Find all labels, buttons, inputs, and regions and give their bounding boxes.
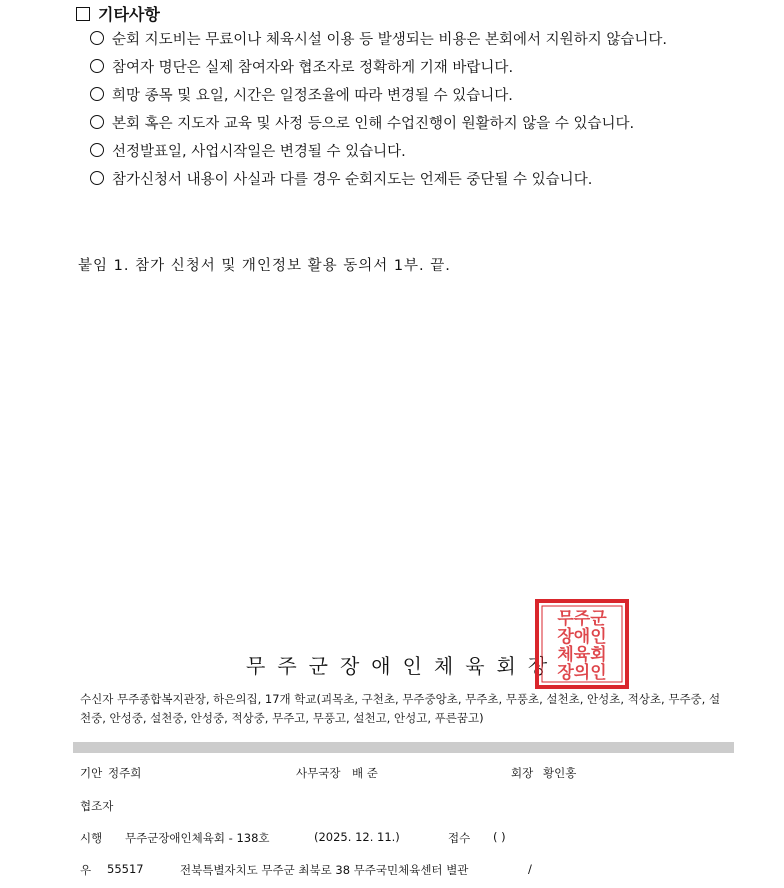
divider-bar xyxy=(73,742,734,753)
note-item: 본회 혹은 지도자 교육 및 사정 등으로 인해 수업진행이 원활하지 않을 수 있습니다. xyxy=(90,112,667,140)
svg-text:체육회: 체육회 xyxy=(557,645,607,665)
secretary-label: 사무국장 xyxy=(296,766,341,780)
notes-list xyxy=(90,28,667,196)
postal-label: 우 xyxy=(80,863,92,877)
circle-bullet-icon xyxy=(90,143,104,157)
secretary-name: 배 준 xyxy=(352,766,378,780)
note-item: 희망 종목 및 요일, 시간은 일정조율에 따라 변경될 수 있습니다. xyxy=(90,84,667,112)
president-label: 회장 xyxy=(511,766,534,780)
section-title xyxy=(76,2,160,25)
circle-bullet-icon xyxy=(90,171,104,185)
postal-code: 55517 xyxy=(107,862,144,876)
president-name: 황인홍 xyxy=(543,766,577,780)
checkbox-square-icon xyxy=(76,7,90,21)
note-item: 선정발표일, 사업시작일은 변경될 수 있습니다. xyxy=(90,140,667,168)
svg-text:장의인: 장의인 xyxy=(557,663,607,683)
circle-bullet-icon xyxy=(90,59,104,73)
enforce-date: (2025. 12. 11.) xyxy=(314,830,400,844)
drafter-label: 기안 xyxy=(80,766,103,780)
section-title-text: 기타사항 xyxy=(98,5,160,24)
attachment-line: 붙임 1. 참가 신청서 및 개인정보 활용 동의서 1부. 끝. xyxy=(78,258,451,274)
sender-name: 무주군장애인체육회장 xyxy=(246,654,560,678)
circle-bullet-icon xyxy=(90,87,104,101)
receipt-value: ( ) xyxy=(493,830,506,844)
drafter-name: 정주희 xyxy=(108,766,142,780)
enforce-label: 시행 xyxy=(80,831,103,845)
circle-bullet-icon xyxy=(90,31,104,45)
receipt-label: 접수 xyxy=(448,831,471,845)
note-item: 참여자 명단은 실제 참여자와 협조자로 정확하게 기재 바랍니다. xyxy=(90,56,667,84)
svg-text:장애인: 장애인 xyxy=(557,627,607,647)
official-seal xyxy=(534,598,630,690)
note-item: 순회 지도비는 무료이나 체육시설 이용 등 발생되는 비용은 본회에서 지원하지 않습니다. xyxy=(90,28,667,56)
note-item: 참가신청서 내용이 사실과 다를 경우 순회지도는 언제든 중단될 수 있습니다. xyxy=(90,168,667,196)
address: 전북특별자치도 무주군 최북로 38 무주국민체육센터 별관 xyxy=(180,863,469,877)
recipients-line: 수신자 무주종합복지관장, 하은의집, 17개 학교(괴목초, 구천초, 무주중앙초, 무주초, 무풍초, 설천초, 안성초, 적상초, 무주중, 설천중, 안성중, 설천중, 안성중, 적상중, 무주고, 무풍고, 설천고, 안성고, 푸른꿈고) xyxy=(80,692,721,725)
enforce-number: 무주군장애인체육회 - 138호 xyxy=(125,831,270,845)
cooperator-label: 협조자 xyxy=(80,799,114,813)
address-tail: / xyxy=(528,862,532,876)
svg-text:무주군: 무주군 xyxy=(557,609,607,629)
circle-bullet-icon xyxy=(90,115,104,129)
